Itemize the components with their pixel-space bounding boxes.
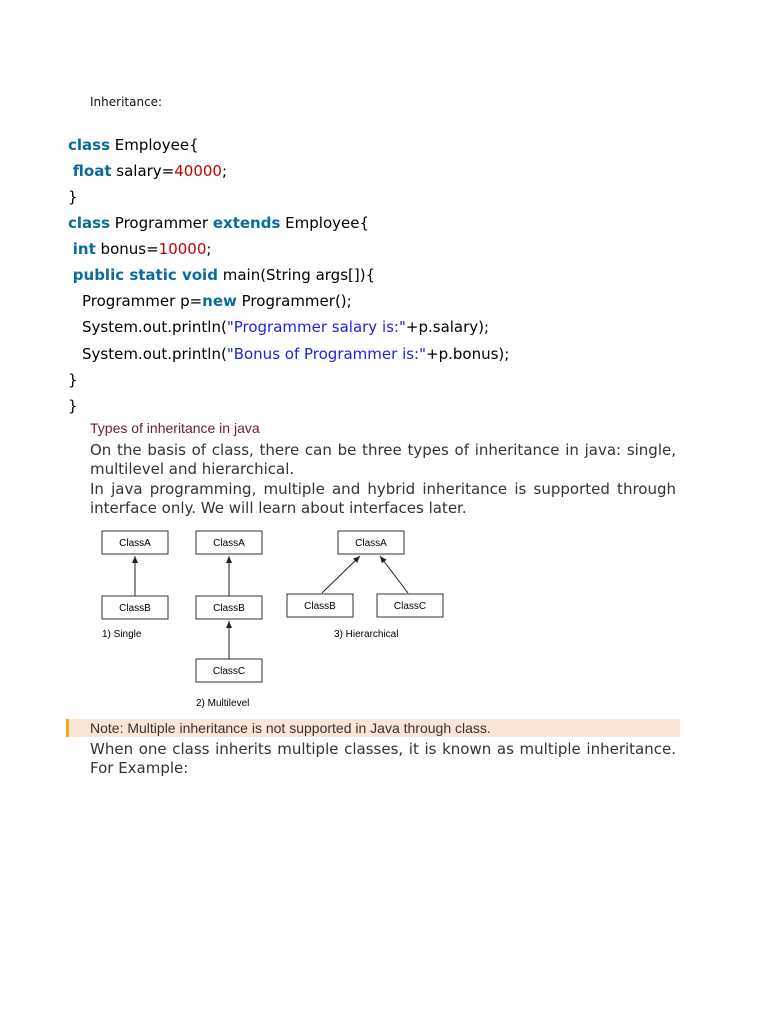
code-line-5 — [68, 239, 211, 259]
hierarchical-arrow-b — [322, 556, 360, 593]
code-text: main(String args[]){ — [217, 266, 376, 284]
code-line-3: } — [68, 188, 78, 206]
code-line-8 — [82, 317, 489, 337]
code-text: +p.salary); — [405, 318, 490, 336]
code-text: ; — [206, 240, 212, 258]
keyword: new — [202, 292, 237, 310]
single-classA-label: ClassA — [119, 538, 151, 549]
multilevel-inheritance-group — [196, 531, 262, 709]
multilevel-classB-label: ClassB — [213, 603, 245, 614]
page-heading: Inheritance: — [90, 95, 163, 109]
code-text: Employee{ — [110, 136, 199, 154]
code-text: +p.bonus); — [426, 345, 510, 363]
paragraph-multiple-inheritance: When one class inherits multiple classes, it is known as multiple inheritance. For Example: — [90, 740, 676, 777]
hierarchical-classA-label: ClassA — [355, 538, 387, 549]
single-caption: 1) Single — [102, 629, 142, 640]
code-text: Programmer(); — [236, 292, 352, 310]
code-text: Employee{ — [280, 214, 370, 232]
code-line-11: } — [68, 397, 78, 415]
note-callout — [66, 719, 680, 737]
keyword: float — [72, 162, 112, 180]
hierarchical-caption: 3) Hierarchical — [334, 629, 399, 640]
multilevel-classC-label: ClassC — [212, 666, 246, 677]
paragraph-interface: In java programming, multiple and hybrid inheritance is supported through interface only. We will learn about interfaces later. — [90, 480, 676, 517]
code-line-6 — [68, 265, 375, 285]
code-text: Programmer p= — [82, 292, 203, 310]
single-inheritance-group — [102, 531, 168, 640]
code-line-7 — [82, 291, 352, 311]
multilevel-classA-label: ClassA — [213, 538, 245, 549]
code-text: ; — [221, 162, 228, 180]
keyword: int — [72, 240, 96, 258]
number-literal: 40000 — [174, 162, 222, 180]
keyword: extends — [212, 214, 281, 232]
code-text: salary= — [111, 162, 175, 180]
code-line-4 — [68, 213, 369, 233]
code-line-10: } — [68, 371, 78, 389]
code-line-1 — [68, 135, 199, 155]
code-line-2 — [68, 161, 227, 181]
code-line-9 — [82, 344, 509, 364]
keyword: public static void — [72, 266, 218, 284]
keyword: class — [68, 136, 111, 154]
inheritance-diagram — [90, 525, 450, 715]
hierarchical-classC-label: ClassC — [393, 601, 427, 612]
hierarchical-arrow-c — [380, 556, 408, 593]
string-literal: "Programmer salary is:" — [226, 318, 406, 336]
code-text: System.out.println( — [82, 345, 227, 363]
string-literal: "Bonus of Programmer is:" — [226, 345, 427, 363]
multilevel-caption: 2) Multilevel — [196, 698, 250, 709]
number-literal: 10000 — [158, 240, 207, 258]
hierarchical-inheritance-group — [287, 531, 443, 640]
note-text: Note: Multiple inheritance is not supported in Java through class. — [90, 720, 491, 736]
code-text: Programmer — [110, 214, 213, 232]
paragraph-types: On the basis of class, there can be three types of inheritance in java: single, multilevel and hierarchical. — [90, 441, 676, 478]
keyword: class — [68, 214, 111, 232]
hierarchical-classB-label: ClassB — [304, 601, 336, 612]
code-text: bonus= — [95, 240, 159, 258]
code-text: System.out.println( — [82, 318, 227, 336]
single-classB-label: ClassB — [119, 603, 151, 614]
types-heading: Types of inheritance in java — [90, 420, 260, 436]
